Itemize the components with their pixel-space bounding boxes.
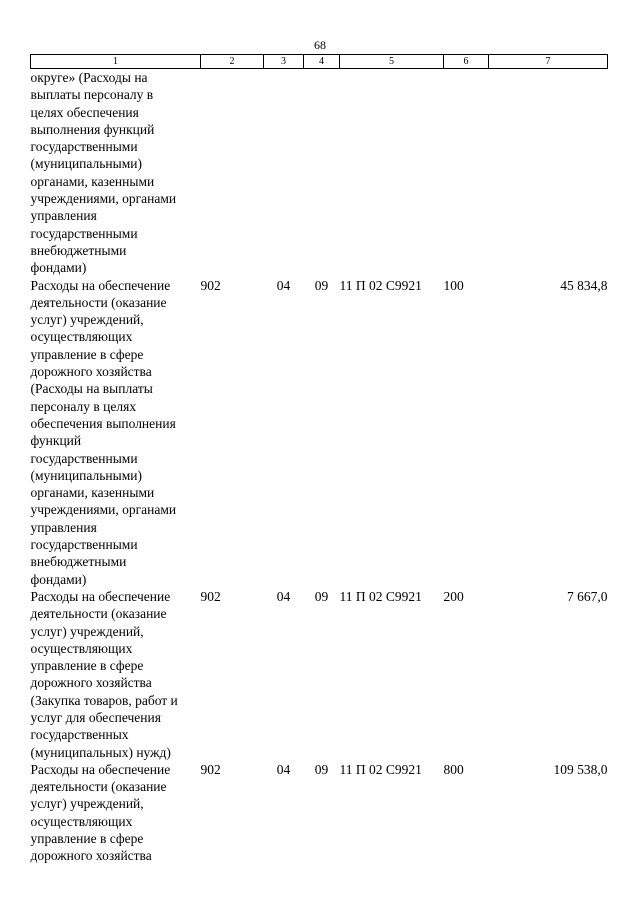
target-article-cell: 11 П 02 С9921: [339, 277, 422, 293]
ministry-code-cell: 902: [200, 588, 221, 604]
name-line: услуг для обеспечения: [30, 709, 161, 725]
subsection-code-cell: 09: [314, 761, 329, 777]
expense-type-cell: 100: [443, 277, 464, 293]
table-row: [31, 69, 608, 277]
ministry-code-cell: [201, 69, 264, 277]
table-row: [31, 588, 608, 761]
name-line: услуг) учреждений,: [30, 623, 144, 639]
name-line: услуг) учреждений,: [30, 796, 144, 812]
name-line: дорожного хозяйства: [30, 848, 152, 864]
amount-cell: 45 834,8: [560, 277, 608, 293]
section-code-cell: 04: [276, 761, 291, 777]
expense-type-cell: 800: [443, 761, 464, 777]
name-line: учреждениями, органами: [30, 191, 177, 207]
name-line: осуществляющих: [30, 813, 133, 829]
name-line: целях обеспечения: [30, 104, 139, 120]
name-line: осуществляющих: [30, 329, 133, 345]
name-line: государственными: [30, 139, 138, 155]
name-line: внебюджетными: [30, 242, 127, 258]
name-line: осуществляющих: [30, 640, 133, 656]
name-line: Расходы на обеспечение: [30, 761, 171, 777]
amount-cell: 109 538,0: [553, 761, 608, 777]
name-line: государственными: [30, 537, 138, 553]
column-header-3: 3: [264, 55, 304, 69]
column-header-7: 7: [489, 55, 608, 69]
name-line: деятельности (оказание: [30, 606, 167, 622]
section-code-cell: [264, 69, 304, 277]
amount-cell: 7 667,0: [567, 588, 608, 604]
name-line: учреждениями, органами: [30, 502, 177, 518]
name-line: деятельности (оказание: [30, 294, 167, 310]
name-line: органами, казенными: [30, 173, 155, 189]
column-header-6: 6: [444, 55, 489, 69]
row-name-cell: [31, 588, 201, 761]
name-line: государственными: [30, 450, 138, 466]
name-line: деятельности (оказание: [30, 779, 167, 795]
name-line: (муниципальных) нужд): [30, 744, 171, 760]
name-line: управление в сфере: [30, 346, 144, 362]
row-name-cell: [31, 761, 201, 865]
name-line: функций: [30, 433, 82, 449]
name-line: дорожного хозяйства: [30, 675, 152, 691]
target-article-cell: [340, 69, 444, 277]
name-line: государственных: [30, 727, 129, 743]
column-header-1: 1: [31, 55, 201, 69]
amount-cell: [489, 69, 608, 277]
expense-type-cell: [444, 69, 489, 277]
name-line: (Расходы на выплаты: [30, 381, 153, 397]
name-line: (муниципальными): [30, 467, 142, 483]
name-line: управление в сфере: [30, 831, 144, 847]
name-line: государственными: [30, 225, 138, 241]
name-line: Расходы на обеспечение: [30, 588, 171, 604]
section-code-cell: 04: [276, 588, 291, 604]
name-line: выплаты персоналу в: [30, 87, 154, 103]
name-line: управления: [30, 519, 97, 535]
name-line: (муниципальными): [30, 156, 142, 172]
name-line: органами, казенными: [30, 485, 155, 501]
row-name-cell: [31, 277, 201, 588]
page-number: 68: [314, 38, 326, 52]
budget-table: [30, 54, 608, 865]
name-line: фондами): [30, 571, 87, 587]
name-line: (Закупка товаров, работ и: [30, 692, 178, 708]
row-name-cell: [31, 69, 201, 277]
header-row: [31, 55, 608, 69]
name-line: Расходы на обеспечение: [30, 277, 171, 293]
name-line: услуг) учреждений,: [30, 312, 144, 328]
ministry-code-cell: 902: [200, 761, 221, 777]
column-header-5: 5: [340, 55, 444, 69]
name-line: фондами): [30, 260, 87, 276]
target-article-cell: 11 П 02 С9921: [339, 761, 422, 777]
subsection-code-cell: 09: [314, 588, 329, 604]
name-line: округе» (Расходы на: [30, 70, 148, 85]
target-article-cell: 11 П 02 С9921: [339, 588, 422, 604]
name-line: управление в сфере: [30, 658, 144, 674]
expense-type-cell: 200: [443, 588, 464, 604]
subsection-code-cell: 09: [314, 277, 329, 293]
name-line: выполнения функций: [30, 121, 155, 137]
table-row: [31, 761, 608, 865]
table-body: [31, 69, 608, 865]
name-line: управления: [30, 208, 97, 224]
section-code-cell: 04: [276, 277, 291, 293]
table-row: [31, 277, 608, 588]
name-line: обеспечения выполнения: [30, 415, 176, 431]
ministry-code-cell: 902: [200, 277, 221, 293]
name-line: дорожного хозяйства: [30, 364, 152, 380]
column-header-4: 4: [304, 55, 340, 69]
name-line: персоналу в целях: [30, 398, 137, 414]
name-line: внебюджетными: [30, 554, 127, 570]
subsection-code-cell: [304, 69, 340, 277]
column-header-2: 2: [201, 55, 264, 69]
